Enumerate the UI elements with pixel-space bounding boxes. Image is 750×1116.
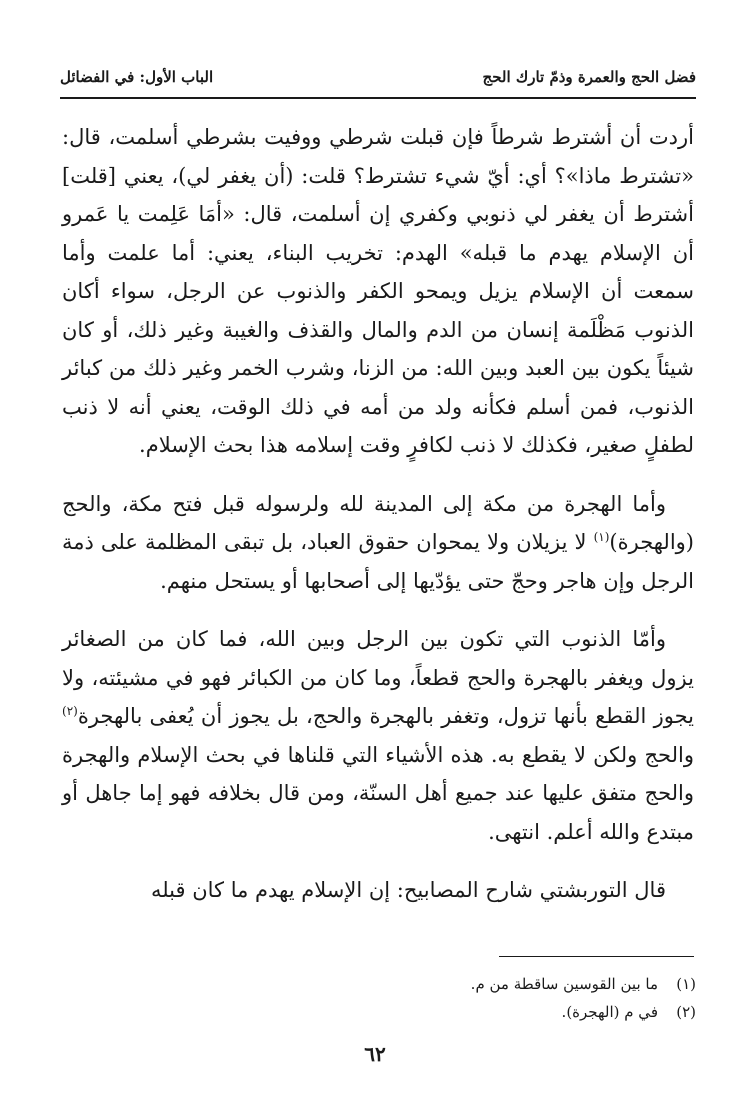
paragraph: أردت أن أشترط شرطاً فإن قبلت شرطي ووفيت بشرطي أسلمت، قال: «تشترط ماذا»؟ أي: أيّ شيء تشترط؟ قلت: (أن يغفر لي)، يعني [قلت] أشترط أن يغفر لي ذنوبي وكفري إن أسلمت، قال: «أمَا عَلِمت يا عَمرو أن الإسلام يهدم ما قبله» الهدم: تخريب البناء، يعني: أما علمت وأما سمعت أن الإسلام يزيل ويمحو الكفر والذنوب عن الرجل، سواء أكان الذنوب مَظْلَمة إنسان من الدم والمال والقذف والغيبة وغير ذلك، أو كان شيئاً يكون بين العبد وبين الله: من الزنا، وشرب الخمر وغير ذلك من كبائر الذنوب، فمن أسلم فكأنه ولد من أمه في ذلك الوقت، يعني أنه لا ذنب لطفلٍ صغير، فكذلك لا ذنب لكافرٍ وقت إسلامه هذا بحث الإسلام. [62, 125, 694, 457]
header-section-title: الباب الأول: في الفضائل [60, 68, 214, 86]
footnote-divider [499, 956, 694, 957]
footnote-marker: (١) [593, 530, 610, 544]
footnotes [60, 970, 696, 1026]
running-header [60, 60, 696, 94]
paragraph: قال التوربشتي شارح المصابيح: إن الإسلام يهدم ما كان قبله [150, 878, 666, 902]
paragraph: وأما الهجرة من مكة إلى المدينة لله ولرسوله قبل فتح مكة، والحج (والهجرة)$^{(١)}$ لا يزيلان ولا يمحوان حقوق العباد، بل تبقى المظلمة على ذمة الرجل وإن هاجر وحجّ حتى يؤدّيها إلى أصحابها أو يستحل منهم. [62, 491, 694, 593]
footnote-marker: (٢) [62, 704, 78, 718]
footnote-item [60, 998, 696, 1026]
paragraph: وأمّا الذنوب التي تكون بين الرجل وبين الله، فما كان من الصغائر يزول ويغفر بالهجرة والحج قطعاً، وما كان من الكبائر فهو في مشيئته، ولا يجوز القطع بأنها تزول، وتغفر بالهجرة والحج، بل يجوز أن يُعفى بالهجرة$^{(٢)}$ والحج ولكن لا يقطع به. هذه الأشياء التي قلناها في بحث الإسلام والهجرة والحج متفق عليها عند جميع أهل السنّة، ومن قال بخلافه فهو إما جاهل أو مبتدع والله أعلم. انتهى. [62, 627, 694, 844]
header-chapter-title: فضل الحج والعمرة وذمّ تارك الحج [482, 68, 696, 86]
page-number: ٦٢ [364, 1042, 386, 1066]
footnote-number: (١) [676, 975, 696, 993]
footnote-text: في م (الهجرة). [561, 1003, 658, 1021]
footnote-text: ما بين القوسين ساقطة من م. [470, 975, 658, 993]
header-divider [60, 97, 696, 99]
footnote-number: (٢) [676, 1003, 696, 1021]
main-text [62, 118, 694, 910]
footnote-item [60, 970, 696, 998]
